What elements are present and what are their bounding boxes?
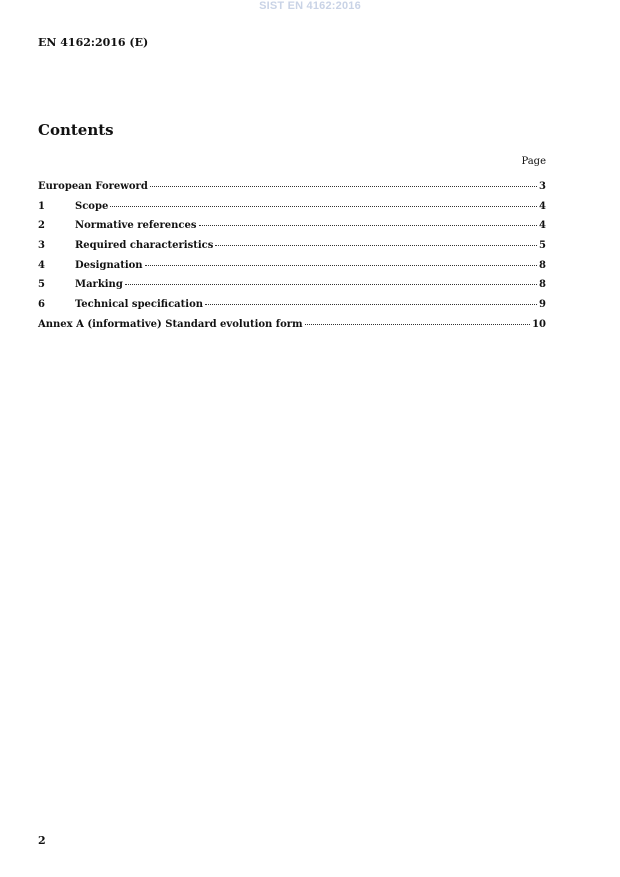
toc-entry-normative-references[interactable] [38,220,546,240]
toc-entry-page: 9 [539,299,546,311]
toc-leader-dots [110,206,537,207]
toc-leader-dots [125,284,537,285]
toc-entry-title: Normative references [75,220,197,232]
toc-leader-dots [145,265,537,266]
toc-entry-number: 3 [38,240,45,252]
toc-entry-title: European Foreword [38,181,148,192]
page-column-label: Page [521,156,546,167]
toc-leader-dots [150,186,537,187]
toc-leader-dots [215,245,537,246]
toc-entry-page: 4 [539,200,546,212]
toc-leader-dots [199,225,538,226]
document-id-header: EN 4162:2016 (E) [38,36,149,49]
toc-entry-number: 2 [38,220,45,232]
toc-entry-title: Designation [75,259,143,271]
toc-entry-number: 5 [38,279,45,291]
toc-entry-number: 4 [38,259,45,271]
toc-entry-designation[interactable] [38,260,546,280]
toc-entry-page: 8 [539,259,546,271]
toc-entry-page: 3 [539,181,546,192]
toc-entry-title: Required characteristics [75,240,214,252]
toc-leader-dots [205,304,537,305]
toc-entry-page: 5 [539,240,546,252]
page-number: 2 [38,834,46,847]
toc-entry-number: 6 [38,299,45,311]
toc-entry-title: Scope [75,200,109,212]
toc-entry-number: 1 [38,200,45,212]
toc-entry-scope[interactable] [38,201,546,221]
toc-entry-european-foreword[interactable] [38,181,546,201]
toc-entry-title: Technical specification [75,299,204,311]
toc-entry-page: 10 [532,318,546,330]
watermark: SIST EN 4162:2016 [259,0,361,12]
toc-entry-annex-a[interactable] [38,319,546,339]
toc-entry-required-characteristics[interactable] [38,240,546,260]
table-of-contents [38,181,546,339]
toc-entry-page: 8 [539,279,546,291]
toc-entry-technical-specification[interactable] [38,299,546,319]
toc-leader-dots [305,324,530,325]
toc-entry-title: Marking [75,279,123,291]
toc-entry-page: 4 [539,220,546,232]
contents-title: Contents [38,121,114,139]
toc-entry-marking[interactable] [38,279,546,299]
toc-entry-title: Annex A (informative) Standard evolution form [38,318,303,330]
